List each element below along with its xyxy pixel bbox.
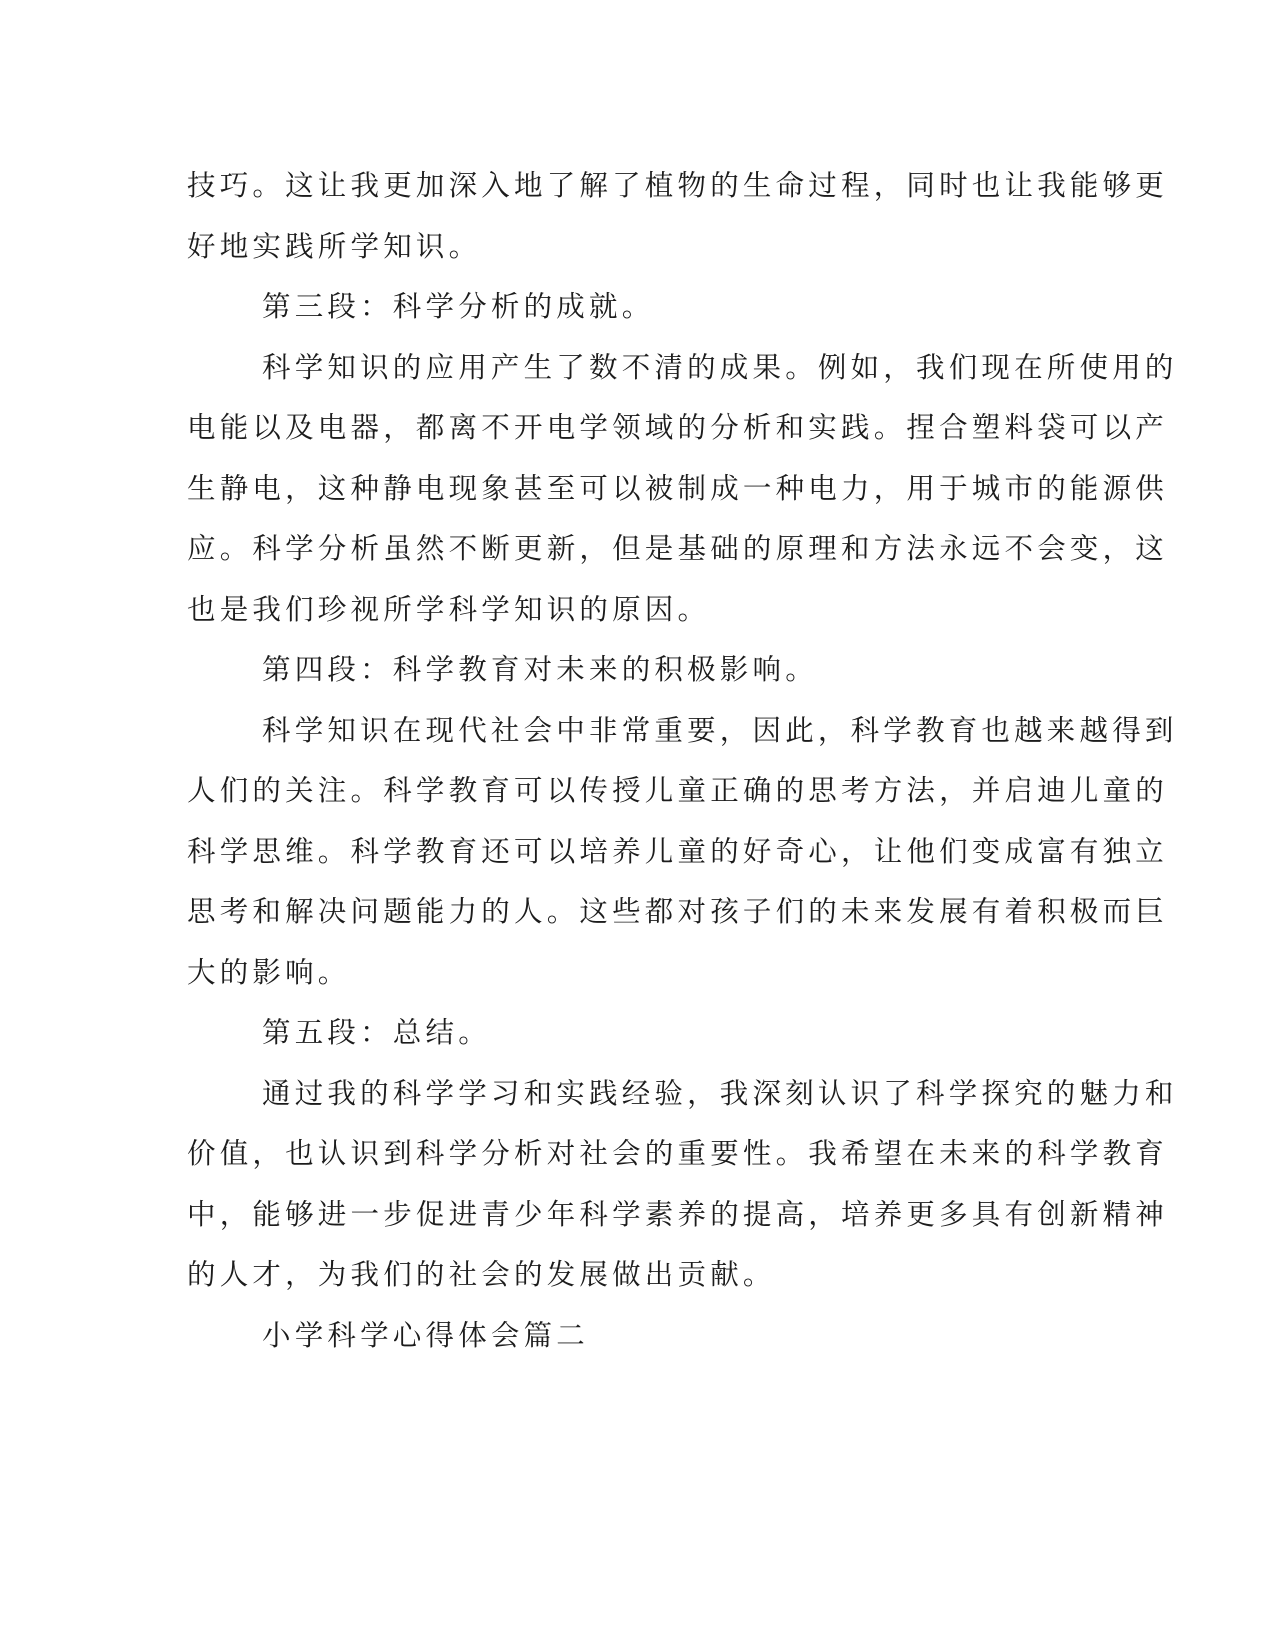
- text-line: 中，能够进一步促进青少年科学素养的提高，培养更多具有创新精神: [187, 1197, 1169, 1231]
- document-body: [187, 156, 1178, 1366]
- text-line: 科学知识在现代社会中非常重要，因此，科学教育也越来越得到: [262, 713, 1178, 747]
- section-heading-3: 第三段：科学分析的成就。: [262, 290, 655, 323]
- article-title: 小学科学心得体会篇二: [262, 1318, 590, 1352]
- text-line: 人们的关注。科学教育可以传授儿童正确的思考方法，并启迪儿童的: [187, 774, 1169, 807]
- text-line: 思考和解决问题能力的人。这些都对孩子们的未来发展有着积极而巨: [187, 895, 1169, 928]
- text-line: 技巧。这让我更加深入地了解了植物的生命过程，同时也让我能够更: [187, 169, 1169, 202]
- text-line: 大的影响。: [187, 955, 351, 989]
- text-line: 通过我的科学学习和实践经验，我深刻认识了科学探究的魅力和: [262, 1076, 1178, 1110]
- text-line: 应。科学分析虽然不断更新，但是基础的原理和方法永远不会变，这: [187, 532, 1169, 565]
- text-line: 电能以及电器，都离不开电学领域的分析和实践。捏合塑料袋可以产: [187, 411, 1169, 444]
- text-line: 科学知识的应用产生了数不清的成果。例如，我们现在所使用的: [262, 350, 1178, 384]
- text-line: 生静电，这种静电现象甚至可以被制成一种电力，用于城市的能源供: [187, 471, 1169, 505]
- text-line: 也是我们珍视所学科学知识的原因。: [187, 592, 711, 626]
- text-line: 价值，也认识到科学分析对社会的重要性。我希望在未来的科学教育: [187, 1137, 1169, 1170]
- text-line: 科学思维。科学教育还可以培养儿童的好奇心，让他们变成富有独立: [187, 834, 1169, 868]
- section-heading-4: 第四段：科学教育对未来的积极影响。: [262, 653, 818, 686]
- text-line: 的人才，为我们的社会的发展做出贡献。: [187, 1258, 776, 1291]
- section-heading-5: 第五段：总结。: [262, 1016, 491, 1049]
- text-line: 好地实践所学知识。: [187, 229, 482, 263]
